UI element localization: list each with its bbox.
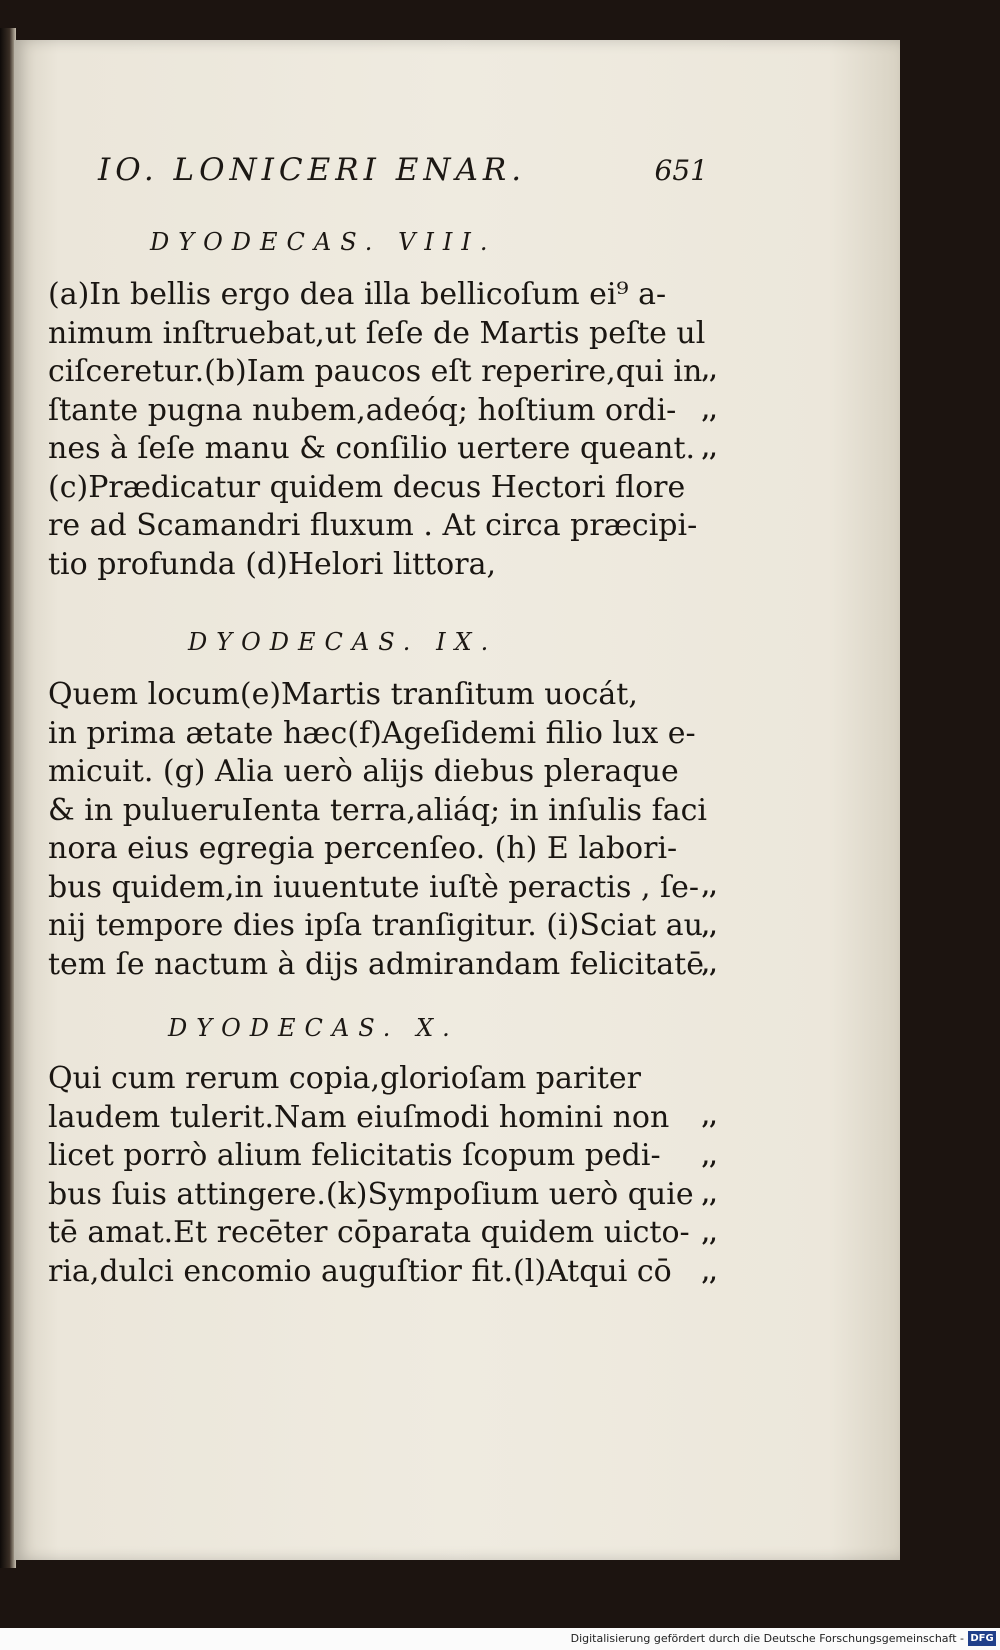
digitization-footer [0,1628,1000,1650]
quote-mark: ,, [702,1182,718,1208]
quote-mark: ,, [702,1260,718,1286]
text-line: re ad Scamandri fluxum . At circa præcipi- [48,508,698,543]
text-line: tem ſe nactum à dijs admirandam felicitatē [48,946,704,982]
dfg-logo: DFG [968,1631,996,1646]
page-number: 651 [654,154,708,187]
funding-credit: Digitalisierung gefördert durch die Deutsche Forschungsgemeinschaft - [570,1632,964,1645]
text-line: Quem locum(e)Martis tranſitum uocát, [48,677,638,712]
text-line: (a)In bellis ergo dea illa bellicoſum ei⁹ a- [48,277,667,312]
quote-mark: ,, [702,952,718,978]
page-header [78,152,708,196]
text-line: ria,dulci encomio auguſtior fit.(l)Atqui cō [48,1253,672,1289]
section-heading-viii: DYODECAS. VIII. [150,228,497,256]
section-heading-ix: DYODECAS. IX. [188,628,498,656]
section-text-viii [48,276,706,584]
text-line: tio profunda (d)Helori littora, [48,546,497,582]
text-line: & in pulueruIenta terra,aliáq; in inſulis faci [48,792,707,828]
text-line: micuit. (g) Alia uerò alijs diebus pleraque [48,754,679,789]
quote-mark: ,, [702,358,718,384]
running-head: IO. LONICERI ENAR. [98,152,527,188]
text-line: Qui cum rerum copia,glorioſam pariter [48,1061,641,1096]
quote-mark: ,, [702,1144,718,1170]
text-line: ciſceretur.(b)Iam paucos eſt reperire,qui in [48,354,703,389]
quote-mark: ,, [702,874,718,900]
text-line: in prima ætate hæc(f)Ageſidemi filio lux e- [48,715,696,751]
text-line: laudem tulerit.Nam eiuſmodi homini non [48,1099,670,1135]
text-line: ſtante pugna nubem,adeóq; hoſtium ordi- [48,392,677,428]
quote-mark: ,, [702,914,718,940]
quote-mark: ,, [702,398,718,424]
section-heading-x: DYODECAS. X. [168,1014,459,1042]
text-line: bus ſuis attingere.(k)Sympoſium uerò quie [48,1176,694,1212]
quote-mark: ,, [702,1104,718,1130]
text-line: bus quidem,in iuuentute iuſtè peractis , ſe- [48,869,700,905]
book-page [14,40,900,1560]
text-line: nij tempore dies ipſa tranſigitur. (i)Sciat au [48,908,703,943]
quote-mark: ,, [702,1221,718,1247]
text-line: tē amat.Et recēter cōparata quidem uicto- [48,1215,690,1250]
text-line: nes à ſeſe manu & conſilio uertere queant. [48,431,696,466]
text-line: nora eius egregia percenſeo. (h) E labori- [48,831,678,866]
section-text-ix [48,676,707,984]
section-text-x [48,1060,698,1291]
text-line: nimum inſtruebat,ut ſeſe de Martis peſte ul [48,315,706,351]
text-line: (c)Prædicatur quidem decus Hectori flore [48,469,686,505]
text-line: licet porrò alium felicitatis ſcopum pedi- [48,1138,661,1173]
quote-mark: ,, [702,436,718,462]
